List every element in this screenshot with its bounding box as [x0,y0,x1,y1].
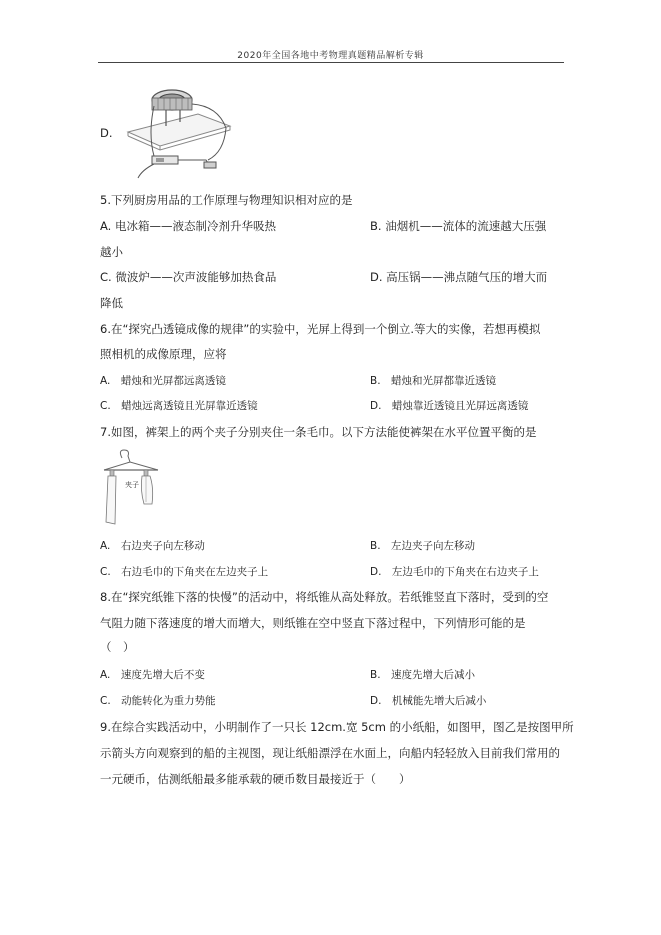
q6-stem-line2: 照相机的成像原理，应将 [100,347,227,361]
q8-stem-line2: 气阻力随下落速度的增大而增大，则纸锥在空中竖直下落过程中，下列情形可能的是 [100,616,526,630]
q5-option-d-line2: 降低 [100,296,123,310]
q5-stem: 5.下列厨房用品的工作原理与物理知识相对应的是 [100,193,353,207]
q9-stem-line1: 9.在综合实践活动中，小明制作了一只长 12cm.宽 5cm 的小纸船，如图甲，图乙是按图甲所 [100,720,574,734]
q7-figure-clip-label: 夹子 [125,481,139,489]
q7-stem: 7.如图，裤架上的两个夹子分别夹住一条毛巾。以下方法能使裤架在水平位置平衡的是 [100,425,537,439]
q9-stem-line3: 一元硬币，估测纸船最多能承载的硬币数目最接近于（ ） [100,772,411,786]
q8-option-d: D. 机械能先增大后减小 [370,695,487,707]
q7-option-a: A. 右边夹子向左移动 [100,540,205,552]
q8-option-c: C. 动能转化为重力势能 [100,695,216,707]
q6-option-c: C. 蜡烛远离透镜且光屏靠近透镜 [100,400,258,412]
q5-option-d-line1: D. 高压锅——沸点随气压的增大而 [370,270,548,284]
q4-option-d-figure [118,82,238,182]
q6-option-b: B. 蜡烛和光屏都靠近透镜 [370,375,497,387]
q4-option-d-label: D. [100,126,113,140]
q5-option-b-line1: B. 油烟机——流体的流速越大压强 [370,219,547,233]
q5-option-a: A. 电冰箱——液态制冷剂升华吸热 [100,219,276,233]
q5-option-c: C. 微波炉——次声波能够加热食品 [100,270,277,284]
q8-answer-paren: （ ） [100,640,135,654]
q8-option-a: A. 速度先增大后不变 [100,669,205,681]
q6-option-a: A. 蜡烛和光屏都远离透镜 [100,375,226,387]
q9-stem-line2: 示箭头方向观察到的船的主视图，现让纸船漂浮在水面上，向船内轻轻放入目前我们常用的 [100,746,560,760]
q6-stem-line1: 6.在“探究凸透镜成像的规律”的实验中，光屏上得到一个倒立.等大的实像，若想再模拟 [100,322,541,336]
q7-option-c: C. 右边毛巾的下角夹在左边夹子上 [100,566,269,578]
header-divider [98,62,564,63]
q7-option-d: D. 左边毛巾的下角夹在右边夹子上 [370,566,539,578]
q7-option-b: B. 左边夹子向左移动 [370,540,476,552]
q8-option-b: B. 速度先增大后减小 [370,669,476,681]
q8-stem-line1: 8.在“探究纸锥下落的快慢”的活动中，将纸锥从高处释放。若纸锥竖直下落时，受到的空 [100,590,549,604]
document-header: 2020年全国各地中考物理真题精品解析专辑 [237,51,424,61]
q5-option-b-line2: 越小 [100,245,123,259]
q6-option-d: D. 蜡烛靠近透镜且光屏远离透镜 [370,400,529,412]
